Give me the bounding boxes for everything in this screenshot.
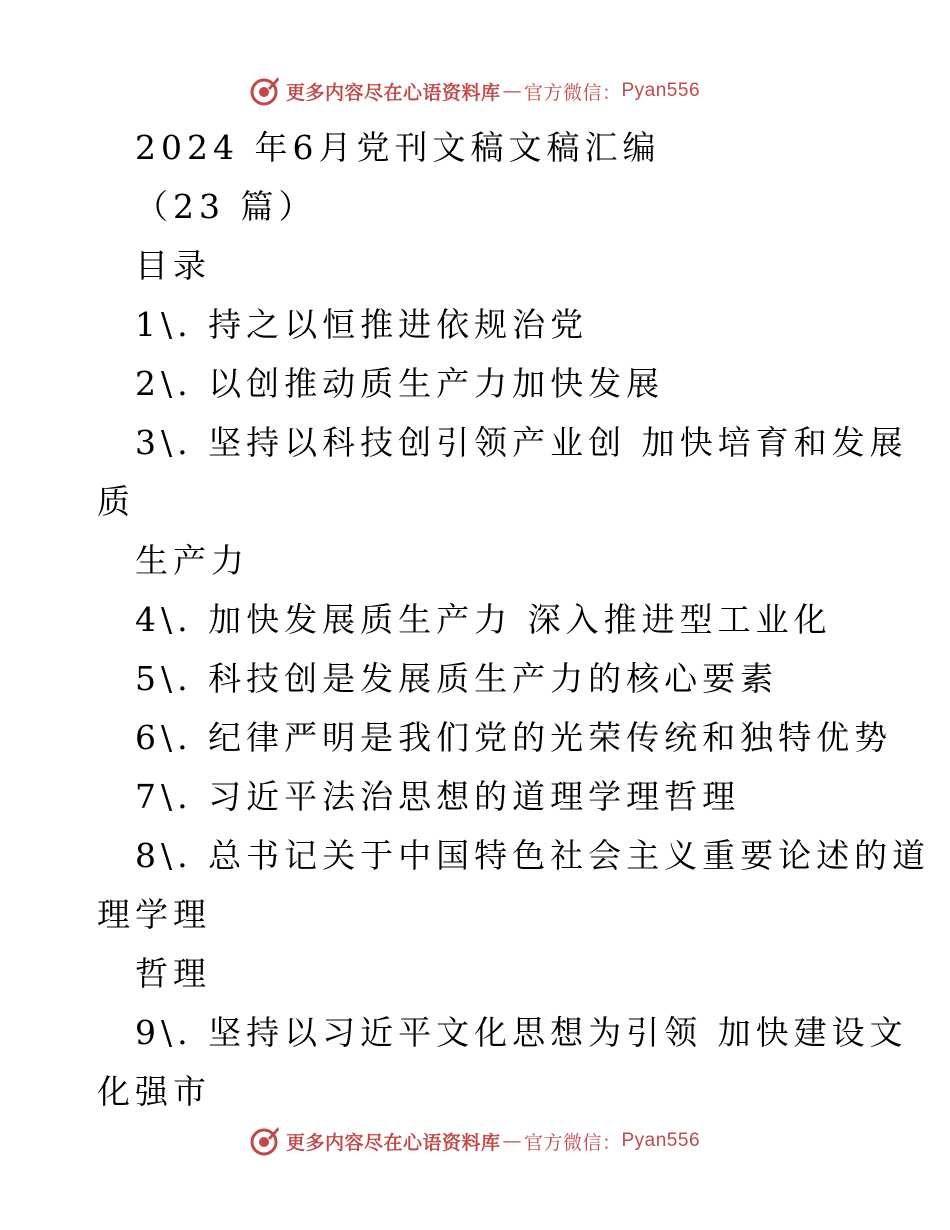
document-title: 2024 年6月党刊文稿文稿汇编 — [135, 128, 661, 167]
toc-item-2: 2\. 以创推动质生产力加快发展 — [135, 364, 665, 403]
toc-heading: 目录 — [135, 246, 211, 285]
pen-logo-icon — [250, 1124, 280, 1158]
toc-item-3: 3\. 坚持以科技创引领产业创 加快培育和发展 — [135, 423, 908, 462]
banner-wechat-id: Pyan556 — [621, 80, 701, 101]
toc-item-7: 7\. 习近平法治思想的道理学理哲理 — [135, 777, 741, 816]
toc-item-9-wrap: 化强市 — [97, 1072, 211, 1111]
toc-item-4: 4\. 加快发展质生产力 深入推进型工业化 — [135, 600, 832, 639]
banner-label: 官方微信： — [523, 81, 622, 104]
toc-item-8-wrap: 理学理 — [97, 895, 211, 934]
toc-item-9: 9\. 坚持以习近平文化思想为引领 加快建设文 — [135, 1013, 908, 1052]
toc-item-3-continued: 生产力 — [135, 541, 249, 580]
banner-separator: — — [502, 80, 522, 102]
banner-label: 官方微信： — [523, 1131, 622, 1154]
header-watermark-banner — [0, 71, 950, 111]
toc-item-1: 1\. 持之以恒推进依规治党 — [135, 305, 589, 344]
toc-item-5: 5\. 科技创是发展质生产力的核心要素 — [135, 659, 779, 698]
toc-item-6: 6\. 纪律严明是我们党的光荣传统和独特优势 — [135, 718, 893, 757]
footer-watermark-banner — [0, 1121, 950, 1161]
banner-brand-text: 更多内容尽在心语资料库 — [285, 81, 501, 104]
document-count: （23 篇） — [135, 187, 317, 226]
toc-item-8: 8\. 总书记关于中国特色社会主义重要论述的道 — [135, 836, 931, 875]
banner-separator: — — [502, 1130, 522, 1152]
banner-brand-text: 更多内容尽在心语资料库 — [285, 1131, 501, 1154]
toc-item-3-wrap: 质 — [97, 482, 135, 521]
toc-item-8-continued: 哲理 — [135, 954, 211, 993]
banner-wechat-id: Pyan556 — [621, 1130, 701, 1151]
pen-logo-icon — [250, 74, 280, 108]
document-body — [97, 118, 931, 1121]
